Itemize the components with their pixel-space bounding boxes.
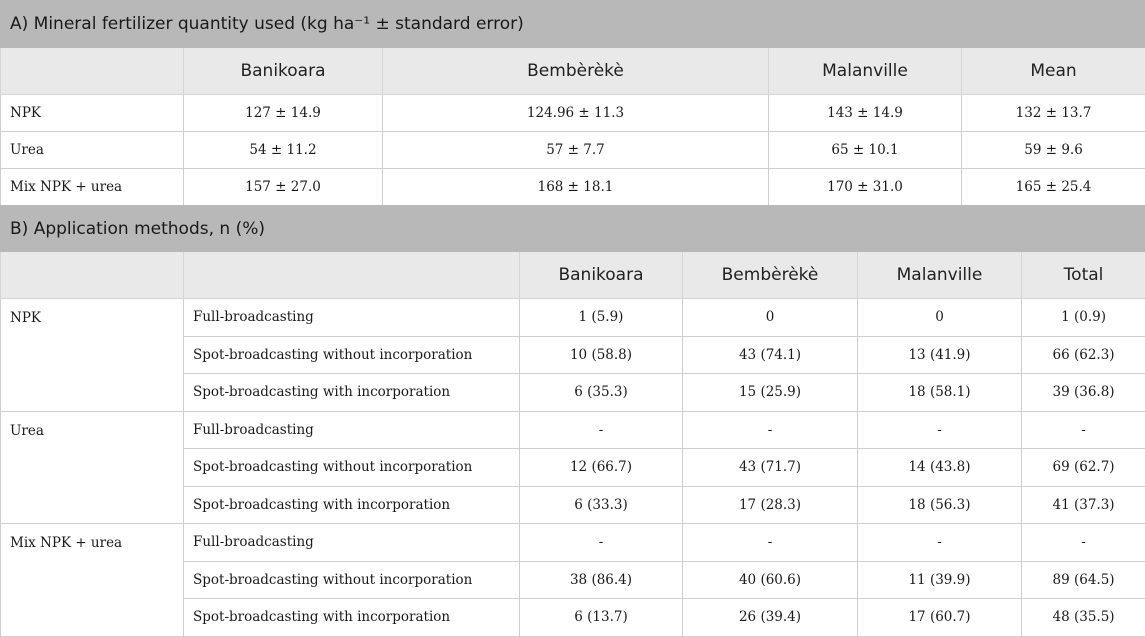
method-label: Spot-broadcasting with incorporation — [184, 374, 520, 412]
table-cell: 26 (39.4) — [683, 599, 858, 637]
method-label: Full-broadcasting — [184, 299, 520, 337]
table-cell: 1 (0.9) — [1022, 299, 1145, 337]
table-cell: 124.96 ± 11.3 — [383, 95, 769, 132]
table-row — [1, 95, 1145, 132]
table-cell: 66 (62.3) — [1022, 336, 1145, 374]
table-cell: 165 ± 25.4 — [962, 169, 1145, 206]
table-cell: 143 ± 14.9 — [769, 95, 962, 132]
table-cell: 38 (86.4) — [520, 561, 683, 599]
table-cell: 43 (71.7) — [683, 449, 858, 487]
method-label: Spot-broadcasting with incorporation — [184, 599, 520, 637]
table-cell: - — [683, 411, 858, 449]
table-cell: - — [858, 524, 1022, 562]
table-cell: 57 ± 7.7 — [383, 132, 769, 169]
table-cell: 0 — [683, 299, 858, 337]
table-b-header-row — [1, 252, 1145, 299]
header-bemberke: Bembèrèkè — [683, 252, 858, 299]
group-label: Urea — [1, 411, 184, 524]
table-cell: 17 (60.7) — [858, 599, 1022, 637]
table-cell: 65 ± 10.1 — [769, 132, 962, 169]
group-label: NPK — [1, 299, 184, 412]
header-empty — [1, 252, 184, 299]
table-cell: - — [1022, 524, 1145, 562]
table-cell: 39 (36.8) — [1022, 374, 1145, 412]
table-cell: 6 (35.3) — [520, 374, 683, 412]
table-cell: 89 (64.5) — [1022, 561, 1145, 599]
header-malanville: Malanville — [858, 252, 1022, 299]
method-label: Full-broadcasting — [184, 524, 520, 562]
method-label: Spot-broadcasting without incorporation — [184, 449, 520, 487]
table-cell: 6 (13.7) — [520, 599, 683, 637]
table-cell: - — [1022, 411, 1145, 449]
table-cell: 69 (62.7) — [1022, 449, 1145, 487]
table-cell: 0 — [858, 299, 1022, 337]
table-cell: - — [520, 411, 683, 449]
table-cell: 6 (33.3) — [520, 486, 683, 524]
header-total: Total — [1022, 252, 1145, 299]
group-label: Mix NPK + urea — [1, 524, 184, 637]
header-banikoara: Banikoara — [520, 252, 683, 299]
table-cell: 11 (39.9) — [858, 561, 1022, 599]
table-cell: 18 (56.3) — [858, 486, 1022, 524]
table-row — [1, 169, 1145, 206]
table-cell: 17 (28.3) — [683, 486, 858, 524]
table-cell: 48 (35.5) — [1022, 599, 1145, 637]
header-bemberke: Bembèrèkè — [383, 48, 769, 95]
table-cell: 15 (25.9) — [683, 374, 858, 412]
table-row — [1, 299, 1145, 337]
method-label: Spot-broadcasting without incorporation — [184, 561, 520, 599]
table-cell: 18 (58.1) — [858, 374, 1022, 412]
method-label: Spot-broadcasting with incorporation — [184, 486, 520, 524]
table-cell: 14 (43.8) — [858, 449, 1022, 487]
table-b-application-methods — [0, 205, 1145, 637]
table-cell: 59 ± 9.6 — [962, 132, 1145, 169]
table-row — [1, 524, 1145, 562]
table-cell: 127 ± 14.9 — [184, 95, 383, 132]
table-cell: 170 ± 31.0 — [769, 169, 962, 206]
table-cell: 168 ± 18.1 — [383, 169, 769, 206]
table-cell: 41 (37.3) — [1022, 486, 1145, 524]
method-label: Full-broadcasting — [184, 411, 520, 449]
method-label: Spot-broadcasting without incorporation — [184, 336, 520, 374]
table-cell: - — [520, 524, 683, 562]
table-cell: 10 (58.8) — [520, 336, 683, 374]
table-a-header-row — [1, 48, 1145, 95]
table-cell: - — [683, 524, 858, 562]
table-cell: 40 (60.6) — [683, 561, 858, 599]
table-cell: - — [858, 411, 1022, 449]
header-empty — [184, 252, 520, 299]
table-cell: 43 (74.1) — [683, 336, 858, 374]
header-malanville: Malanville — [769, 48, 962, 95]
section-a-title: A) Mineral fertilizer quantity used (kg ha⁻¹ ± standard error) — [1, 1, 1145, 48]
header-banikoara: Banikoara — [184, 48, 383, 95]
row-label: NPK — [1, 95, 184, 132]
table-cell: 54 ± 11.2 — [184, 132, 383, 169]
row-label: Mix NPK + urea — [1, 169, 184, 206]
table-row — [1, 411, 1145, 449]
table-cell: 157 ± 27.0 — [184, 169, 383, 206]
table-cell: 132 ± 13.7 — [962, 95, 1145, 132]
table-a-fertilizer-quantity — [0, 0, 1145, 206]
row-label: Urea — [1, 132, 184, 169]
table-cell: 1 (5.9) — [520, 299, 683, 337]
table-row — [1, 132, 1145, 169]
header-mean: Mean — [962, 48, 1145, 95]
header-empty — [1, 48, 184, 95]
table-cell: 12 (66.7) — [520, 449, 683, 487]
table-cell: 13 (41.9) — [858, 336, 1022, 374]
section-b-title: B) Application methods, n (%) — [1, 206, 1145, 252]
